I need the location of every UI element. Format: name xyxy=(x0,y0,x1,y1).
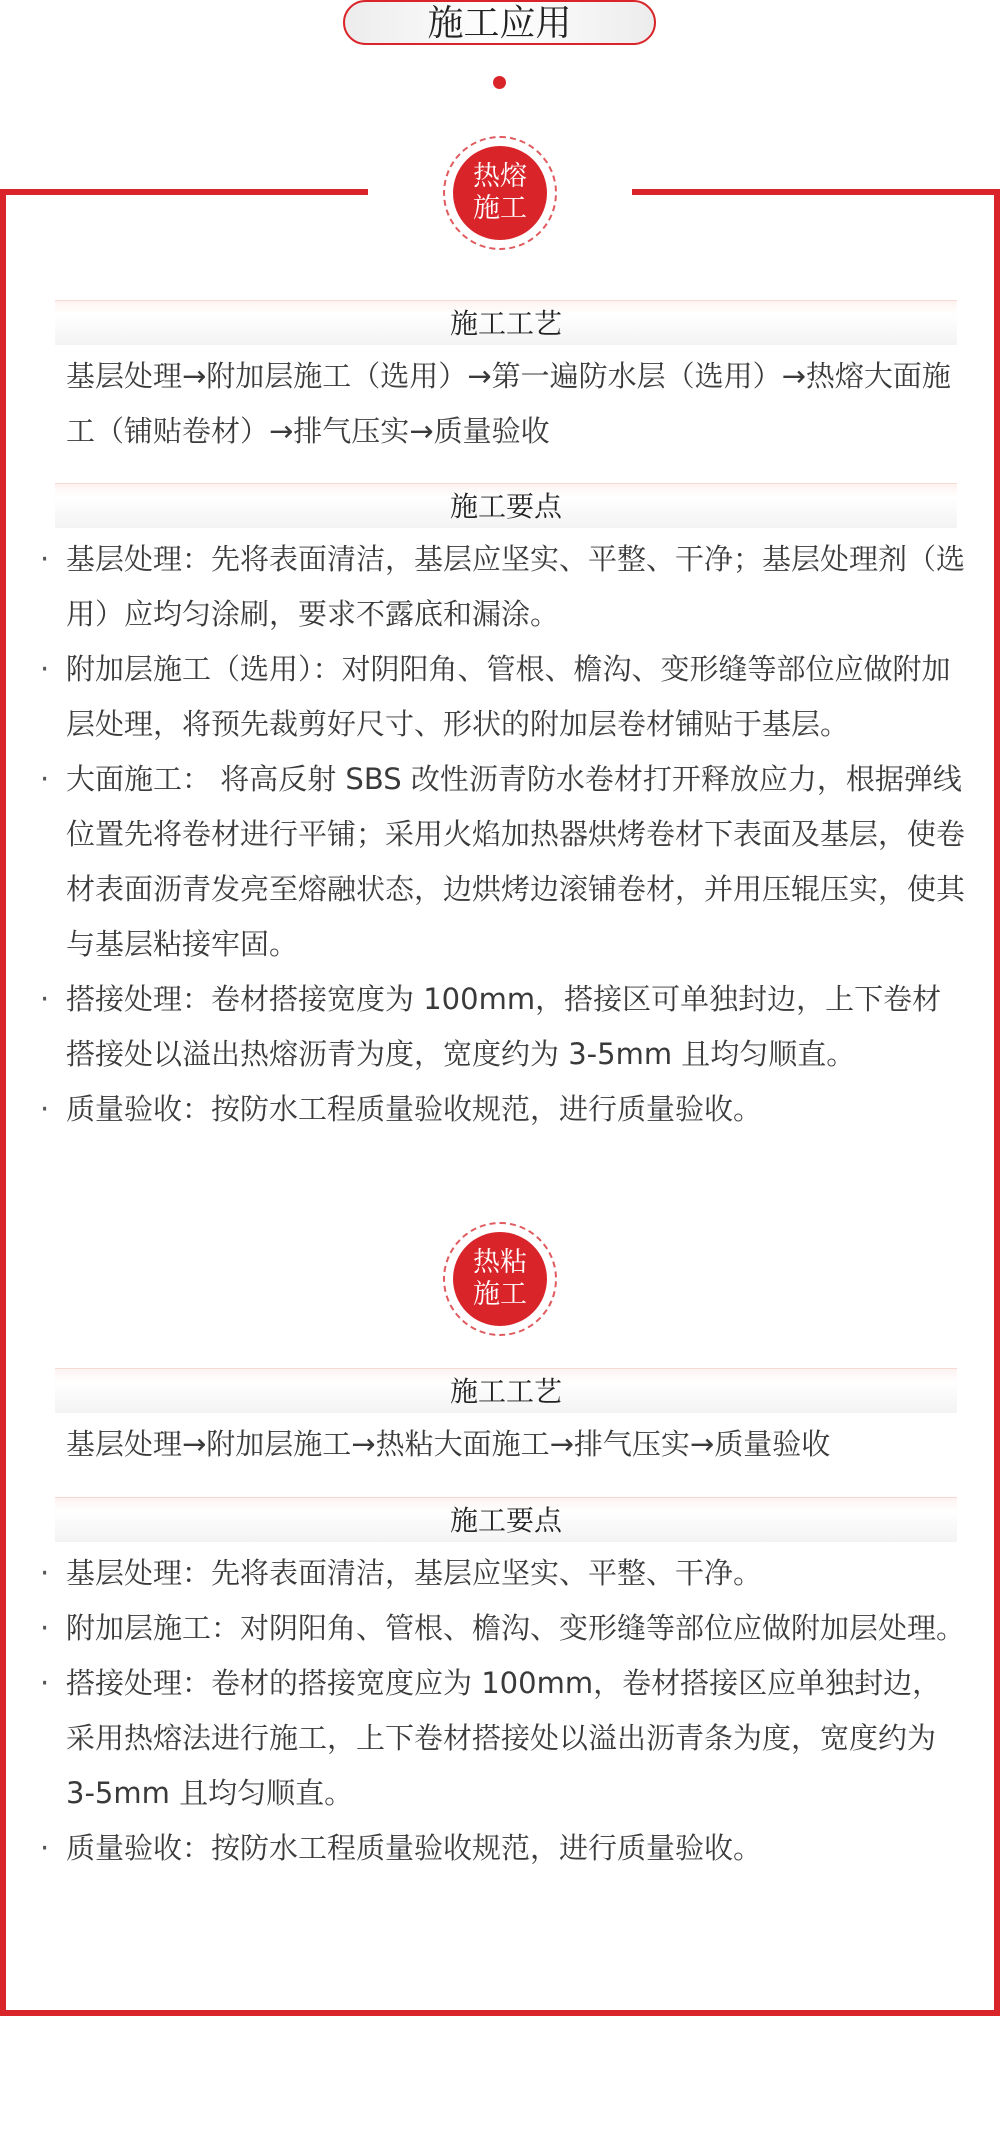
list-item xyxy=(40,532,966,642)
bullet-dot: · xyxy=(40,652,50,686)
badge-line-2: 施工 xyxy=(473,193,527,224)
list-item xyxy=(40,1082,966,1137)
section-badge-hot-melt xyxy=(443,136,557,250)
process-header: 施工工艺 xyxy=(55,1368,957,1413)
bullet-dot: · xyxy=(40,542,50,576)
badge-circle xyxy=(453,1232,547,1326)
frame-bottom xyxy=(0,2010,1000,2016)
list-item-text: 搭接处理：卷材搭接宽度为 100mm，搭接区可单独封边，上下卷材搭接处以溢出热熔沥青为度，宽度约为 3-5mm 且均匀顺直。 xyxy=(66,982,942,1071)
list-item xyxy=(40,1821,966,1876)
list-item-text: 附加层施工（选用）：对阴阳角、管根、檐沟、变形缝等部位应做附加层处理，将预先裁剪好尺寸、形状的附加层卷材铺贴于基层。 xyxy=(66,652,951,741)
frame-left xyxy=(0,189,6,2015)
badge-circle xyxy=(453,146,547,240)
points-list xyxy=(40,532,966,1137)
bullet-dot: · xyxy=(40,1831,50,1865)
list-item-text: 基层处理：先将表面清洁，基层应坚实、平整、干净。 xyxy=(66,1556,763,1590)
list-item-text: 附加层施工：对阴阳角、管根、檐沟、变形缝等部位应做附加层处理。 xyxy=(66,1611,966,1645)
list-item-text: 质量验收：按防水工程质量验收规范，进行质量验收。 xyxy=(66,1092,763,1126)
list-item-text: 基层处理：先将表面清洁，基层应坚实、平整、干净；基层处理剂（选用）应均匀涂刷，要求不露底和漏涂。 xyxy=(66,542,966,631)
badge-line-1: 热粘 xyxy=(473,1247,527,1278)
list-item-text: 搭接处理：卷材的搭接宽度应为 100mm，卷材搭接区应单独封边，采用热熔法进行施工，上下卷材搭接处以溢出沥青条为度，宽度约为 3-5mm 且均匀顺直。 xyxy=(66,1666,942,1810)
bullet-dot: · xyxy=(40,1666,50,1700)
bullet-dot: · xyxy=(40,762,50,796)
bullet-dot: · xyxy=(40,1092,50,1126)
badge-line-2: 施工 xyxy=(473,1279,527,1310)
frame-right xyxy=(994,189,1000,2015)
bullet-dot: · xyxy=(40,1611,50,1645)
list-item-text: 质量验收：按防水工程质量验收规范，进行质量验收。 xyxy=(66,1831,763,1865)
bullet-dot: · xyxy=(40,982,50,1016)
list-item xyxy=(40,972,966,1082)
points-list xyxy=(40,1546,966,1876)
bullet-dot: · xyxy=(40,1556,50,1590)
points-header: 施工要点 xyxy=(55,483,957,528)
section-badge-hot-bond xyxy=(443,1222,557,1336)
list-item xyxy=(40,1601,966,1656)
frame-top-left xyxy=(0,189,368,195)
process-header: 施工工艺 xyxy=(55,300,957,345)
title-dot xyxy=(493,76,506,89)
points-header: 施工要点 xyxy=(55,1497,957,1542)
list-item xyxy=(40,1546,966,1601)
list-item xyxy=(40,752,966,972)
process-text: 基层处理→附加层施工→热粘大面施工→排气压实→质量验收 xyxy=(66,1427,831,1461)
list-item xyxy=(40,1656,966,1821)
frame-top-right xyxy=(632,189,1000,195)
list-item xyxy=(40,642,966,752)
page-title: 施工应用 xyxy=(343,0,656,45)
process-text: 基层处理→附加层施工（选用）→第一遍防水层（选用）→热熔大面施工（铺贴卷材）→排气压实→质量验收 xyxy=(66,359,951,448)
list-item-text: 大面施工： 将高反射 SBS 改性沥青防水卷材打开释放应力，根据弹线位置先将卷材进行平铺；采用火焰加热器烘烤卷材下表面及基层，使卷材表面沥青发亮至熔融状态，边烘烤边滚铺卷材，并用压辊压实，使其与基层粘接牢固。 xyxy=(66,762,966,961)
badge-line-1: 热熔 xyxy=(473,161,527,192)
